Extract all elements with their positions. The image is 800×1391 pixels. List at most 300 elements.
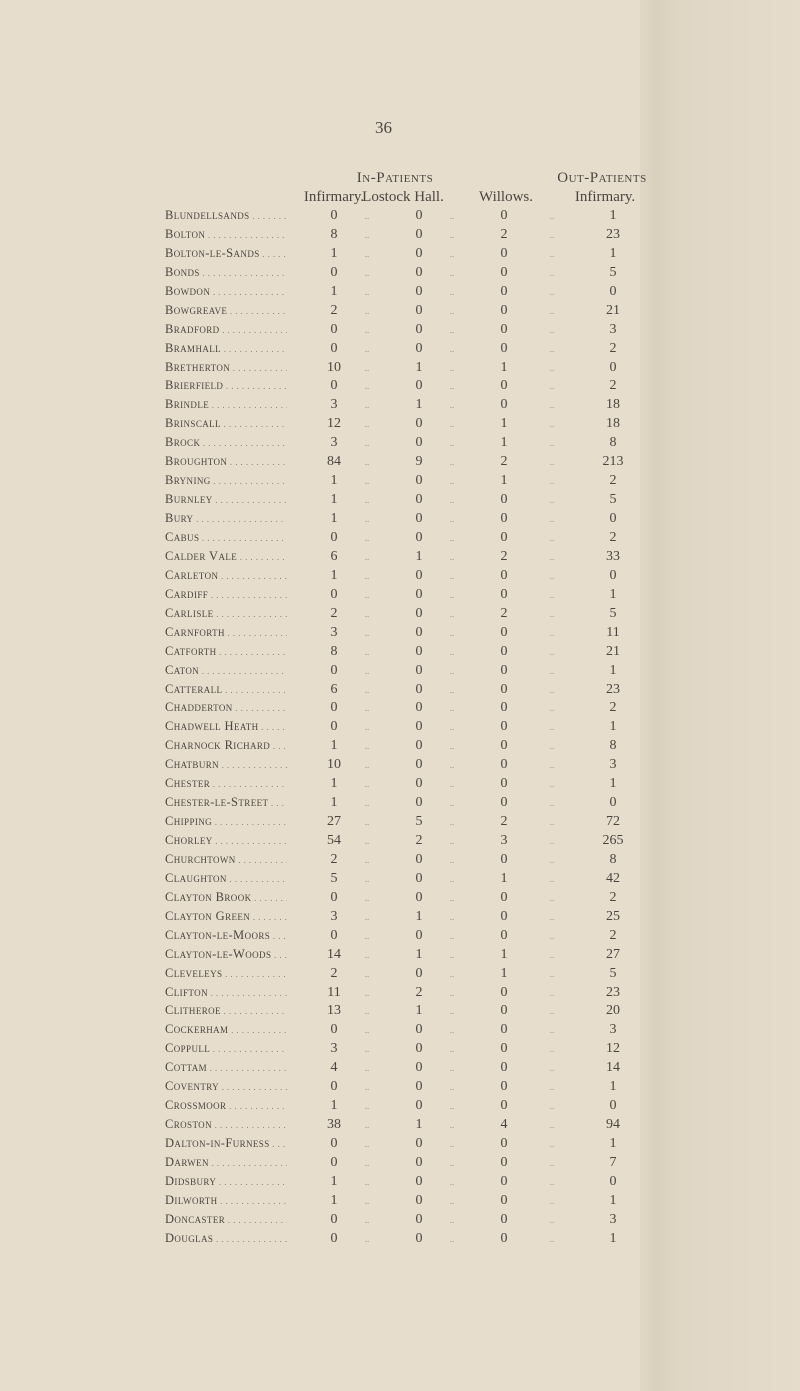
dot-separator: .. (364, 362, 370, 373)
dot-separator: .. (364, 703, 370, 714)
dot-separator: .. (449, 1044, 455, 1055)
place-name: Charnock Richard . . . (165, 738, 287, 753)
dot-separator: .. (449, 1063, 455, 1074)
infirmary-count: 1 (330, 492, 338, 508)
lostock-hall-count: 1 (415, 397, 423, 413)
dot-separator: .. (449, 419, 455, 430)
infirmary-count: 3 (330, 397, 338, 413)
dot-separator: .. (449, 570, 455, 581)
dot-separator: .. (549, 703, 555, 714)
dot-separator: .. (549, 646, 555, 657)
dot-separator: .. (549, 1139, 555, 1150)
out-patients-count: 1 (609, 1192, 617, 1208)
dot-separator: .. (549, 836, 555, 847)
place-name: Clitheroe . . . (165, 1003, 287, 1018)
out-patients-count: 5 (609, 492, 617, 508)
infirmary-count: 1 (330, 795, 338, 811)
willows-count: 0 (500, 567, 508, 583)
table-row (0, 814, 640, 833)
out-patients-count: 14 (606, 1060, 620, 1076)
out-patients-count: 1 (609, 245, 617, 261)
lostock-hall-count: 0 (415, 416, 423, 432)
table-row (0, 1155, 640, 1174)
place-name: Bradford . . . (165, 322, 287, 337)
willows-count: 0 (500, 529, 508, 545)
dot-separator: .. (364, 1158, 370, 1168)
willows-count: 0 (500, 1079, 508, 1095)
dot-separator: .. (364, 381, 370, 392)
place-name: Chatburn . . . (165, 757, 287, 772)
dot-separator: .. (364, 987, 370, 998)
dot-separator: .. (449, 892, 455, 903)
dot-separator: .. (364, 229, 370, 240)
willows-count: 2 (500, 605, 508, 621)
place-name: Carlisle . . . (165, 606, 287, 621)
place-name: Coppull . . . (165, 1041, 287, 1056)
dot-separator: .. (549, 1233, 555, 1244)
infirmary-count: 0 (330, 1230, 338, 1246)
dot-separator: .. (549, 968, 555, 979)
lostock-hall-count: 0 (415, 1230, 423, 1246)
dot-separator: .. (549, 1101, 555, 1112)
dot-separator: .. (449, 324, 455, 335)
table-row (0, 378, 640, 397)
dot-separator: .. (449, 854, 455, 865)
out-patients-count: 7 (609, 1155, 617, 1170)
infirmary-count: 10 (327, 757, 341, 773)
dot-separator: .. (449, 211, 455, 221)
dot-separator: .. (364, 1120, 370, 1131)
table-row (0, 397, 640, 416)
table-row (0, 1117, 640, 1136)
out-patients-count: 0 (609, 511, 617, 527)
dot-separator: .. (449, 968, 455, 979)
willows-count: 0 (500, 795, 508, 811)
dot-separator: .. (549, 286, 555, 297)
dot-separator: .. (364, 1214, 370, 1225)
willows-count: 0 (500, 1192, 508, 1208)
dot-separator: .. (549, 514, 555, 525)
lostock-hall-count: 0 (415, 700, 423, 716)
willows-count: 1 (500, 473, 508, 489)
out-patients-count: 25 (606, 908, 620, 924)
lostock-hall-count: 0 (415, 1060, 423, 1076)
place-name: Broughton . . . (165, 454, 287, 469)
dot-separator: .. (549, 589, 555, 600)
out-patients-count: 3 (609, 321, 617, 337)
dot-separator: .. (549, 665, 555, 676)
willows-count: 2 (500, 226, 508, 242)
dot-separator: .. (449, 836, 455, 847)
dot-separator: .. (449, 987, 455, 998)
out-patients-count: 8 (609, 435, 617, 451)
out-patients-count: 42 (606, 870, 620, 886)
dot-separator: .. (449, 817, 455, 828)
table-row (0, 757, 640, 776)
dot-separator: .. (549, 1176, 555, 1187)
dot-separator: .. (364, 722, 370, 733)
dot-separator: .. (364, 495, 370, 506)
dot-separator: .. (449, 665, 455, 676)
infirmary-count: 4 (330, 1060, 338, 1076)
dot-separator: .. (364, 779, 370, 790)
dot-separator: .. (449, 495, 455, 506)
lostock-hall-count: 0 (415, 624, 423, 640)
table-row (0, 284, 640, 303)
dot-separator: .. (549, 1063, 555, 1074)
lostock-hall-count: 1 (415, 548, 423, 564)
willows-count: 2 (500, 454, 508, 470)
dot-separator: .. (364, 760, 370, 771)
place-name: Chester . . . (165, 776, 287, 791)
dot-separator: .. (549, 305, 555, 316)
place-name: Coventry . . . (165, 1079, 287, 1094)
dot-separator: .. (449, 1025, 455, 1036)
dot-separator: .. (449, 608, 455, 619)
infirmary-count: 0 (330, 719, 338, 735)
dot-separator: .. (449, 362, 455, 373)
out-patients-count: 21 (606, 302, 620, 318)
dot-separator: .. (364, 1176, 370, 1187)
lostock-hall-count: 0 (415, 851, 423, 867)
out-patients-count: 23 (606, 681, 620, 697)
willows-count: 4 (500, 1117, 508, 1133)
dot-separator: .. (549, 229, 555, 240)
place-name: Chadwell Heath . . . (165, 719, 287, 734)
dot-separator: .. (364, 514, 370, 525)
dot-separator: .. (549, 343, 555, 354)
dot-separator: .. (549, 741, 555, 752)
dot-separator: .. (449, 798, 455, 809)
dot-separator: .. (449, 1195, 455, 1206)
page-number: 36 (375, 118, 392, 137)
table-row (0, 530, 640, 549)
dot-separator: .. (449, 551, 455, 562)
out-patients-count: 20 (606, 1003, 620, 1019)
lostock-hall-count: 2 (415, 833, 423, 849)
infirmary-count: 1 (330, 776, 338, 792)
lostock-hall-count: 0 (415, 529, 423, 545)
table-row (0, 341, 640, 360)
table-row (0, 1003, 640, 1022)
dot-separator: .. (549, 949, 555, 960)
infirmary-count: 1 (330, 473, 338, 489)
willows-count: 0 (500, 1173, 508, 1189)
dot-separator: .. (364, 211, 370, 221)
dot-separator: .. (449, 760, 455, 771)
infirmary-count: 2 (330, 851, 338, 867)
lostock-hall-count: 1 (415, 359, 423, 375)
place-name: Chorley . . . (165, 833, 287, 848)
dot-separator: .. (549, 1044, 555, 1055)
place-name: Clifton . . . (165, 985, 287, 1000)
out-patients-count: 0 (609, 1098, 617, 1114)
dot-separator: .. (549, 684, 555, 695)
table-row (0, 227, 640, 246)
dot-separator: .. (549, 1082, 555, 1093)
dot-separator: .. (449, 381, 455, 392)
header-out-infirmary: Infirmary. (574, 189, 636, 205)
place-name: Churchtown . . . (165, 852, 287, 867)
dot-separator: .. (549, 1120, 555, 1131)
out-patients-count: 94 (606, 1117, 620, 1133)
table-row (0, 606, 640, 625)
willows-count: 2 (500, 548, 508, 564)
out-patients-count: 72 (606, 814, 620, 830)
infirmary-count: 1 (330, 1098, 338, 1114)
dot-separator: .. (449, 229, 455, 240)
infirmary-count: 6 (330, 548, 338, 564)
willows-count: 0 (500, 1230, 508, 1246)
out-patients-count: 21 (606, 643, 620, 659)
lostock-hall-count: 0 (415, 435, 423, 451)
dot-separator: .. (549, 381, 555, 392)
lostock-hall-count: 0 (415, 757, 423, 773)
place-name: Darwen . . . (165, 1155, 287, 1170)
willows-count: 0 (500, 927, 508, 943)
out-patients-count: 18 (606, 416, 620, 432)
lostock-hall-count: 0 (415, 662, 423, 678)
lostock-hall-count: 0 (415, 378, 423, 394)
willows-count: 0 (500, 700, 508, 716)
willows-count: 0 (500, 492, 508, 508)
dot-separator: .. (549, 495, 555, 506)
out-patients-count: 1 (609, 586, 617, 602)
place-name: Dilworth . . . (165, 1193, 287, 1208)
dot-separator: .. (449, 1101, 455, 1112)
table-row (0, 473, 640, 492)
place-name: Brock . . . (165, 435, 287, 450)
dot-separator: .. (364, 798, 370, 809)
infirmary-count: 0 (330, 662, 338, 678)
dot-separator: .. (549, 779, 555, 790)
dot-separator: .. (364, 286, 370, 297)
willows-count: 0 (500, 1041, 508, 1057)
table-row (0, 1212, 640, 1231)
table-row (0, 966, 640, 985)
out-patients-count: 2 (609, 700, 617, 716)
lostock-hall-count: 0 (415, 965, 423, 981)
dot-separator: .. (364, 476, 370, 487)
table-row (0, 208, 640, 227)
infirmary-count: 0 (330, 321, 338, 337)
place-name: Cottam . . . (165, 1060, 287, 1075)
dot-separator: .. (549, 760, 555, 771)
lostock-hall-count: 0 (415, 586, 423, 602)
out-patients-count: 2 (609, 927, 617, 943)
place-name: Claughton . . . (165, 871, 287, 886)
place-name: Calder Vale . . . (165, 549, 287, 564)
out-patients-count: 2 (609, 340, 617, 356)
lostock-hall-count: 0 (415, 245, 423, 261)
place-name: Clayton-le-Woods . . . (165, 947, 287, 962)
infirmary-count: 0 (330, 1079, 338, 1095)
table-row (0, 700, 640, 719)
willows-count: 0 (500, 662, 508, 678)
willows-count: 0 (500, 908, 508, 924)
willows-count: 0 (500, 776, 508, 792)
willows-count: 0 (500, 397, 508, 413)
lostock-hall-count: 0 (415, 889, 423, 905)
dot-separator: .. (449, 476, 455, 487)
willows-count: 0 (500, 283, 508, 299)
place-name: Burnley . . . (165, 492, 287, 507)
place-name: Clayton Brook . . . (165, 890, 287, 905)
willows-count: 0 (500, 340, 508, 356)
table-row (0, 833, 640, 852)
out-patients-count: 18 (606, 397, 620, 413)
willows-count: 0 (500, 208, 508, 223)
dot-separator: .. (364, 1082, 370, 1093)
dot-separator: .. (364, 930, 370, 941)
willows-count: 0 (500, 245, 508, 261)
place-name: Bretherton . . . (165, 360, 287, 375)
out-patients-count: 8 (609, 851, 617, 867)
dot-separator: .. (364, 267, 370, 278)
dot-separator: .. (364, 589, 370, 600)
table-row (0, 1136, 640, 1155)
dot-separator: .. (549, 457, 555, 468)
lostock-hall-count: 0 (415, 1041, 423, 1057)
dot-separator: .. (549, 248, 555, 259)
out-patients-count: 3 (609, 757, 617, 773)
infirmary-count: 14 (327, 946, 341, 962)
lostock-hall-count: 0 (415, 795, 423, 811)
infirmary-count: 84 (327, 454, 341, 470)
infirmary-count: 2 (330, 302, 338, 318)
dot-separator: .. (449, 1082, 455, 1093)
out-patients-count: 2 (609, 889, 617, 905)
infirmary-count: 1 (330, 245, 338, 261)
lostock-hall-count: 0 (415, 1098, 423, 1114)
infirmary-count: 3 (330, 624, 338, 640)
lostock-hall-count: 1 (415, 1117, 423, 1133)
dot-separator: .. (364, 570, 370, 581)
willows-count: 3 (500, 833, 508, 849)
infirmary-count: 6 (330, 681, 338, 697)
out-patients-count: 2 (609, 473, 617, 489)
out-patients-count: 265 (602, 833, 624, 849)
willows-count: 1 (500, 416, 508, 432)
header-lostock-hall: Lostock Hall. (362, 189, 444, 205)
place-name: Croston . . . (165, 1117, 287, 1132)
place-name: Chadderton . . . (165, 700, 287, 715)
place-name: Bowgreave . . . (165, 303, 287, 318)
lostock-hall-count: 0 (415, 283, 423, 299)
dot-separator: .. (364, 1044, 370, 1055)
out-patients-count: 0 (609, 795, 617, 811)
infirmary-count: 0 (330, 264, 338, 280)
infirmary-count: 0 (330, 889, 338, 905)
dot-separator: .. (549, 400, 555, 411)
lostock-hall-count: 1 (415, 946, 423, 962)
dot-separator: .. (449, 684, 455, 695)
infirmary-count: 3 (330, 908, 338, 924)
infirmary-count: 1 (330, 1173, 338, 1189)
infirmary-count: 1 (330, 283, 338, 299)
lostock-hall-count: 0 (415, 1155, 423, 1170)
table-row (0, 1193, 640, 1212)
infirmary-count: 0 (330, 586, 338, 602)
table-row (0, 1079, 640, 1098)
infirmary-count: 3 (330, 1041, 338, 1057)
dot-separator: .. (449, 589, 455, 600)
dot-separator: .. (549, 1025, 555, 1036)
willows-count: 0 (500, 984, 508, 1000)
dot-separator: .. (364, 248, 370, 259)
table-row (0, 928, 640, 947)
table-row (0, 1231, 640, 1250)
table-row (0, 360, 640, 379)
lostock-hall-count: 0 (415, 1136, 423, 1152)
out-patients-count: 33 (606, 548, 620, 564)
dot-separator: .. (549, 911, 555, 922)
table-row (0, 682, 640, 701)
table-row (0, 303, 640, 322)
table-row (0, 1041, 640, 1060)
infirmary-count: 13 (327, 1003, 341, 1019)
table-row (0, 416, 640, 435)
place-name: Bramhall . . . (165, 341, 287, 356)
dot-separator: .. (364, 343, 370, 354)
lostock-hall-count: 1 (415, 908, 423, 924)
dot-separator: .. (364, 646, 370, 657)
dot-separator: .. (364, 892, 370, 903)
dot-separator: .. (449, 646, 455, 657)
table-row (0, 265, 640, 284)
dot-separator: .. (364, 817, 370, 828)
place-name: Cleveleys . . . (165, 966, 287, 981)
table-row (0, 644, 640, 663)
willows-count: 0 (500, 1003, 508, 1019)
dot-separator: .. (364, 400, 370, 411)
out-patients-count: 1 (609, 662, 617, 678)
out-patients-count: 1 (609, 719, 617, 735)
infirmary-count: 0 (330, 1136, 338, 1152)
dot-separator: .. (364, 1101, 370, 1112)
dot-separator: .. (549, 930, 555, 941)
table-row (0, 947, 640, 966)
table-row (0, 454, 640, 473)
out-patients-count: 2 (609, 529, 617, 545)
dot-separator: .. (449, 722, 455, 733)
lostock-hall-count: 0 (415, 1211, 423, 1227)
infirmary-count: 0 (330, 208, 338, 223)
place-name: Crossmoor . . . (165, 1098, 287, 1113)
dot-separator: .. (449, 779, 455, 790)
lostock-hall-count: 0 (415, 643, 423, 659)
place-name: Didsbury . . . (165, 1174, 287, 1189)
infirmary-count: 54 (327, 833, 341, 849)
table-row (0, 549, 640, 568)
infirmary-count: 1 (330, 511, 338, 527)
lostock-hall-count: 0 (415, 511, 423, 527)
lostock-hall-count: 0 (415, 226, 423, 242)
infirmary-count: 0 (330, 378, 338, 394)
dot-separator: .. (364, 741, 370, 752)
table-row (0, 587, 640, 606)
dot-separator: .. (549, 987, 555, 998)
infirmary-count: 8 (330, 226, 338, 242)
header-infirmary: Infirmary. (303, 189, 365, 205)
lostock-hall-count: 5 (415, 814, 423, 830)
infirmary-count: 0 (330, 927, 338, 943)
out-patients-count: 5 (609, 965, 617, 981)
infirmary-count: 8 (330, 643, 338, 659)
dot-separator: .. (549, 324, 555, 335)
table-row (0, 492, 640, 511)
dot-separator: .. (549, 798, 555, 809)
